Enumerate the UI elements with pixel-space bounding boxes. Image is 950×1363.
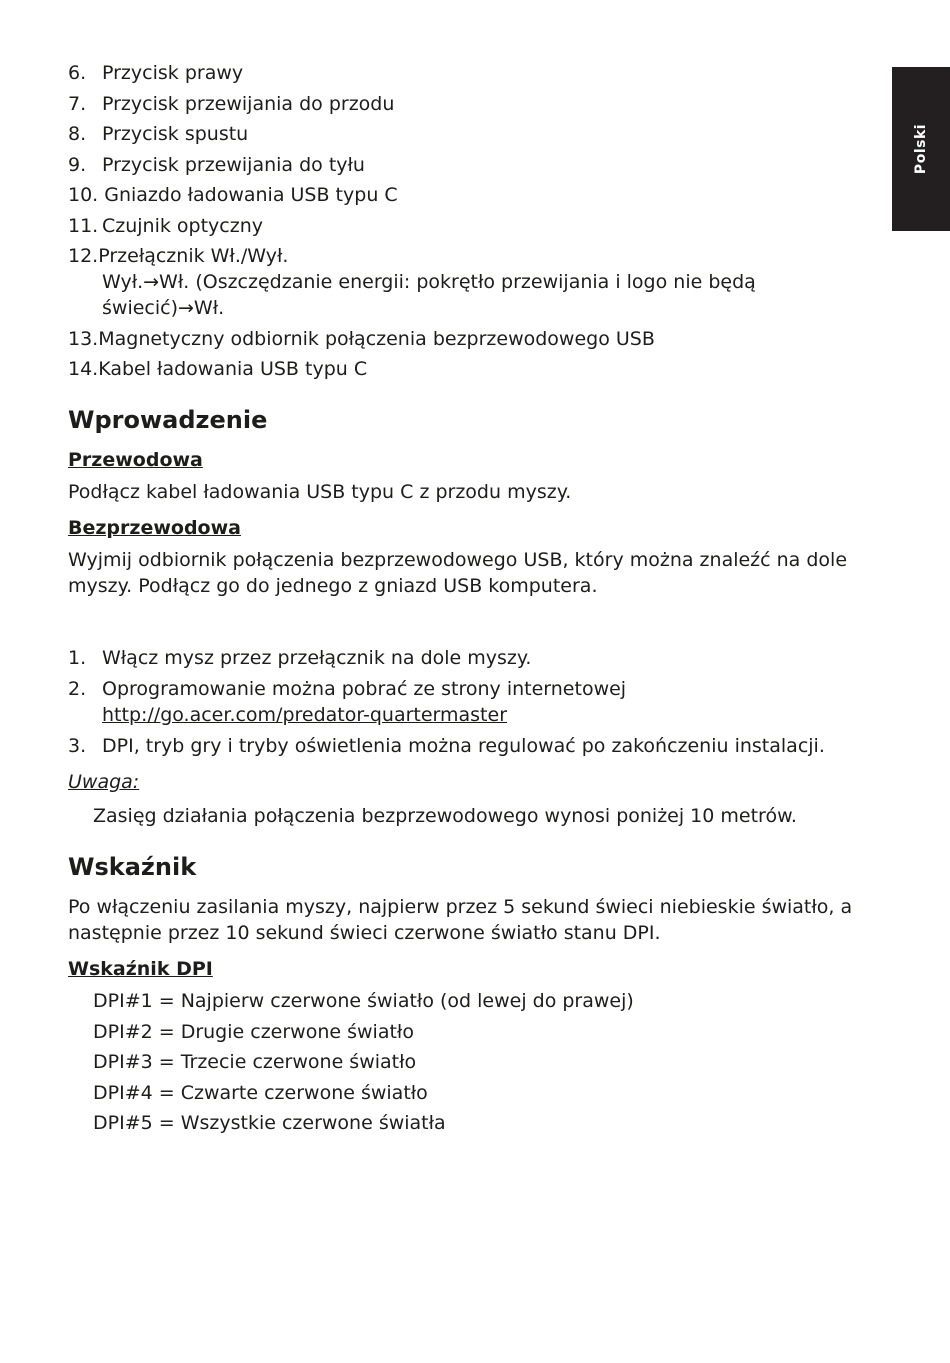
note-text: Zasięg działania połączenia bezprzewodowego wynosi poniżej 10 metrów. [93, 805, 797, 827]
indicator-text: Po włączeniu zasilania myszy, najpierw przez 5 sekund świeci niebieskie światło, a następnie przez 10 sekund świeci czerwone światło stanu DPI. [68, 896, 853, 944]
list-number: 9. [68, 153, 87, 176]
step-number: 2. [68, 678, 87, 700]
note-title: Uwaga: [68, 771, 140, 793]
list-text: Przycisk prawy [102, 62, 244, 84]
indicator-heading: Wskaźnik [68, 853, 197, 881]
parts-list [68, 60, 878, 382]
wireless-text: Wyjmij odbiornik połączenia bezprzewodowego USB, który można znaleźć na dole myszy. Podłącz go do jednego z gniazd USB komputera. [68, 549, 848, 597]
list-item [68, 326, 878, 352]
list-number: 14. [68, 358, 99, 380]
list-number: 10. [68, 184, 99, 206]
list-item [68, 356, 878, 382]
wired-text: Podłącz kabel ładowania USB typu C z przodu myszy. [68, 481, 572, 503]
list-text: Przycisk przewijania do tyłu [102, 153, 365, 176]
list-number: 13. [68, 327, 99, 350]
list-number: 12. [68, 245, 99, 267]
step-number: 1. [68, 647, 87, 669]
step-number: 3. [68, 735, 87, 757]
intro-heading: Wprowadzenie [68, 406, 268, 434]
list-text: Czujnik optyczny [102, 214, 264, 237]
dpi-item: DPI#1 = Najpierw czerwone światło (od lewej do prawej) [93, 990, 634, 1012]
page-content [68, 60, 878, 1141]
dpi-item: DPI#4 = Czwarte czerwone światło [93, 1081, 428, 1104]
step-item [68, 645, 878, 671]
list-number: 7. [68, 92, 87, 115]
list-number: 6. [68, 62, 87, 84]
dpi-item: DPI#2 = Drugie czerwone światło [93, 1020, 414, 1043]
list-text: Przycisk spustu [102, 123, 249, 145]
dpi-item: DPI#5 = Wszystkie czerwone światła [93, 1112, 446, 1134]
list-item [68, 243, 878, 321]
list-item [68, 121, 878, 147]
list-number: 8. [68, 123, 87, 145]
list-number: 11. [68, 214, 99, 237]
list-text: Przycisk przewijania do przodu [102, 92, 395, 115]
step-item [68, 676, 878, 728]
list-item [68, 152, 878, 178]
list-subtext: Wył.→Wł. (Oszczędzanie energii: pokrętło przewijania i logo nie będą świecić)→Wł. [102, 271, 756, 319]
list-text: Magnetyczny odbiornik połączenia bezprzewodowego USB [98, 327, 655, 350]
dpi-item: DPI#3 = Trzecie czerwone światło [93, 1051, 417, 1073]
language-tab-label: Polski [913, 123, 929, 175]
list-item [68, 213, 878, 239]
step-text: Oprogramowanie można pobrać ze strony internetowej [102, 678, 627, 700]
dpi-list [68, 988, 878, 1136]
wired-heading: Przewodowa [68, 449, 203, 471]
dpi-heading: Wskaźnik DPI [68, 958, 213, 980]
list-text: Kabel ładowania USB typu C [98, 358, 368, 380]
step-text: DPI, tryb gry i tryby oświetlenia można regulować po zakończeniu instalacji. [102, 735, 825, 757]
step-item [68, 733, 878, 759]
list-item [68, 182, 878, 208]
list-item [68, 91, 878, 117]
wireless-heading: Bezprzewodowa [68, 517, 241, 539]
download-link[interactable]: http://go.acer.com/predator-quartermaster [102, 704, 508, 726]
list-item [68, 60, 878, 86]
step-text: Włącz mysz przez przełącznik na dole myszy. [102, 647, 532, 669]
language-tab [892, 67, 950, 231]
list-text: Gniazdo ładowania USB typu C [104, 184, 398, 206]
list-text: Przełącznik Wł./Wył. [98, 245, 289, 267]
setup-steps [68, 645, 878, 759]
